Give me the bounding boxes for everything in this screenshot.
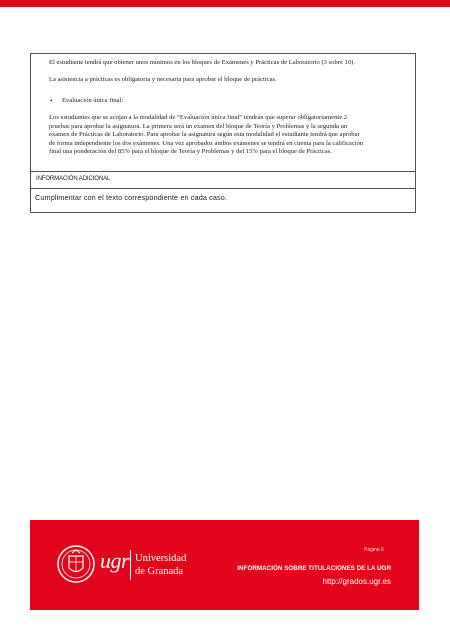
single-final-line-3: examen de Prácticas de Laboratorio. Para aprobar la asignatura según esta modalidad el estudiante tendrá que aprobar — [49, 131, 360, 138]
top-accent-bar — [0, 0, 450, 7]
additional-info-body-cell — [30, 188, 416, 213]
university-name-line-1: Universidad — [135, 553, 187, 564]
minimums-paragraph: El estudiante tendrá que obtener unos mínimos en los bloques de Exámenes y Prácticas de Laboratorio (3 sobre 10). — [49, 59, 355, 66]
page-number: Página 6 — [364, 547, 384, 553]
single-final-evaluation-label: Evaluación única final: — [62, 97, 124, 104]
university-seal-icon — [56, 544, 96, 584]
logo-divider — [130, 550, 131, 580]
single-final-line-2: pruebas para aprobar la asignatura. La primera será un examen del bloque de Teoría y Problemas y la segunda un — [49, 122, 348, 130]
single-final-line-5: final una ponderación del 85% para el bloque de Teoría y Problemas y del 15% para el bloque de Prácticas. — [49, 148, 332, 155]
footer-banner — [30, 520, 419, 610]
single-final-line-1: Los estudiantes que se acojan a la modalidad de “Evaluación única final” tendrán que superar obligatoriamente 2 — [49, 114, 348, 121]
grados-url-link[interactable]: http://grados.ugr.es — [322, 577, 391, 586]
single-final-line-4: de forma independiente los dos exámenes. Una vez aprobados ambos exámenes se tendrá en cuenta para la calificación — [49, 139, 364, 147]
evaluation-section — [30, 53, 416, 171]
titles-info-heading: INFORMACIÓN SOBRE TITULACIONES DE LA UGR — [237, 565, 391, 572]
additional-info-text: Cumplimentar con el texto correspondiente en cada caso. — [35, 193, 228, 202]
university-name-line-2: de Granada — [135, 566, 184, 577]
additional-info-header: INFORMACIÓN ADICIONAL — [36, 176, 111, 182]
attendance-paragraph: La asistencia a prácticas es obligatoria y necesaria para aprobar el bloque de prácticas. — [49, 76, 277, 83]
bullet-icon: • — [50, 97, 53, 105]
ugr-logo-text: ugr — [100, 548, 130, 573]
additional-info-header-cell — [30, 171, 416, 188]
